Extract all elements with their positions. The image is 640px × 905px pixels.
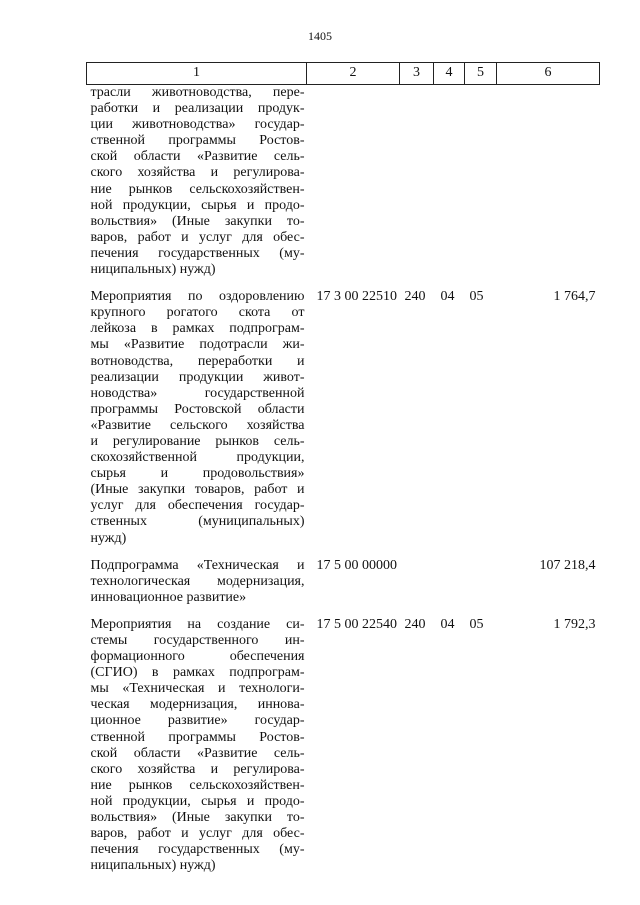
row-name-line: программы Ростовской области — [90, 401, 305, 417]
row-name-line: варов, работ и услуг для обес- — [90, 229, 305, 245]
row-name-line: (Иные закупки товаров, работ и — [90, 482, 305, 498]
row-name-line: трасли животноводства, пере- — [90, 85, 305, 100]
row-amount-cell: 1 764,7 — [553, 289, 596, 305]
row-name-line: ской области «Развитие сель- — [90, 149, 305, 165]
budget-table — [86, 62, 600, 885]
row-code-cell: 17 5 00 22540 — [316, 616, 397, 632]
row-amount-cell — [497, 85, 600, 290]
row-name-line: инновационное развитие» — [90, 589, 247, 605]
row-name-line: вотноводства, переработки и — [90, 353, 305, 369]
column-header-6: 6 — [497, 63, 600, 85]
row-expense-type-cell: 240 — [404, 616, 426, 632]
row-name-line: вольствия» (Иные закупки то- — [90, 810, 305, 826]
row-subsection-cell: 05 — [469, 616, 484, 632]
row-name-line: работки и реализации продук- — [90, 101, 305, 117]
row-name-line: крупного рогатого скота от — [90, 305, 305, 321]
row-name-line: варов, работ и услуг для обес- — [90, 826, 305, 842]
row-section-cell — [434, 85, 465, 290]
row-name-line: формационного обеспечения — [90, 649, 305, 665]
row-name-line: Мероприятия на создание си- — [90, 616, 305, 632]
row-name-line: Подпрограмма «Техническая и — [90, 557, 305, 573]
row-name-line: стемы государственного ин- — [90, 633, 305, 648]
row-code-cell — [307, 85, 400, 290]
table-row — [87, 617, 600, 886]
row-name-line: ционное развитие» государ- — [90, 713, 305, 729]
row-name-line: технологическая модернизация, — [90, 573, 305, 589]
row-code-cell: 17 5 00 00000 — [316, 557, 397, 573]
row-name-line: скохозяйственной продукции, — [90, 450, 305, 466]
table-body — [87, 85, 600, 886]
row-name-line: ниципальных) нужд) — [90, 262, 216, 278]
row-name-cell — [87, 85, 307, 290]
column-header-5: 5 — [465, 63, 497, 85]
column-header-1: 1 — [87, 63, 307, 85]
row-name-line: лейкоза в рамках подпрограм- — [90, 321, 305, 337]
row-name-line: мы «Развитие подотрасли жи- — [90, 337, 305, 353]
row-amount-cell: 1 792,3 — [553, 616, 596, 632]
row-subsection-cell: 05 — [469, 289, 484, 305]
row-name-line: ственных (муниципальных) — [90, 514, 305, 530]
row-amount-cell: 107 218,4 — [539, 557, 596, 573]
row-expense-type-cell: 240 — [404, 289, 426, 305]
row-name-line: ной продукции, сырья и продо- — [90, 793, 305, 809]
row-name-line: ние рынков сельскохозяйствен- — [90, 777, 305, 793]
page-number: 1405 — [308, 29, 332, 43]
row-name-line: сырья и продовольствия» — [90, 466, 305, 482]
table-row — [87, 85, 600, 290]
column-header-3: 3 — [400, 63, 434, 85]
row-name-line: вольствия» (Иные закупки то- — [90, 213, 305, 229]
row-name-line: реализации продукции живот- — [90, 369, 305, 385]
row-name-line: «Развитие сельского хозяйства — [90, 417, 305, 433]
row-name-cell — [87, 617, 307, 886]
row-name-line: ственной программы Ростов- — [90, 729, 305, 745]
row-code-cell: 17 3 00 22510 — [316, 289, 397, 305]
row-name-line: Мероприятия по оздоровлению — [90, 289, 305, 305]
column-header-4: 4 — [434, 63, 465, 85]
row-section-cell: 04 — [440, 289, 455, 305]
row-name-line: услуг для обеспечения государ- — [90, 498, 305, 514]
row-name-line: ной продукции, сырья и продо- — [90, 197, 305, 213]
row-name-line: ской области «Развитие сель- — [90, 745, 305, 761]
row-name-line: ского хозяйства и регулирова- — [90, 761, 305, 777]
row-name-line: и регулирование рынков сель- — [90, 433, 305, 449]
row-name-line: ниципальных) нужд) — [90, 858, 216, 874]
row-name-line: печения государственных (му- — [90, 842, 305, 858]
row-name-line: (СГИО) в рамках подпрограм- — [90, 665, 305, 681]
row-expense-type-cell — [400, 85, 434, 290]
table-row — [87, 289, 600, 558]
row-subsection-cell — [465, 558, 497, 617]
row-name-line: новодства» государственной — [90, 385, 305, 401]
row-name-line: ческая модернизация, иннова- — [90, 697, 305, 713]
row-subsection-cell — [465, 85, 497, 290]
row-name-cell — [87, 289, 307, 558]
row-section-cell: 04 — [440, 616, 455, 632]
row-name-line: нужд) — [90, 530, 127, 546]
table-row — [87, 558, 600, 617]
row-name-line: мы «Техническая и технологи- — [90, 681, 305, 697]
row-name-line: печения государственных (му- — [90, 245, 305, 261]
row-name-cell — [87, 558, 307, 617]
row-name-line: ского хозяйства и регулирова- — [90, 165, 305, 181]
row-name-line: ции животноводства» государ- — [90, 117, 305, 133]
row-expense-type-cell — [400, 558, 434, 617]
row-name-line: ние рынков сельскохозяйствен- — [90, 181, 305, 197]
row-name-line: ственной программы Ростов- — [90, 133, 305, 149]
row-section-cell — [434, 558, 465, 617]
table-header-row — [87, 63, 600, 85]
column-header-2: 2 — [307, 63, 400, 85]
